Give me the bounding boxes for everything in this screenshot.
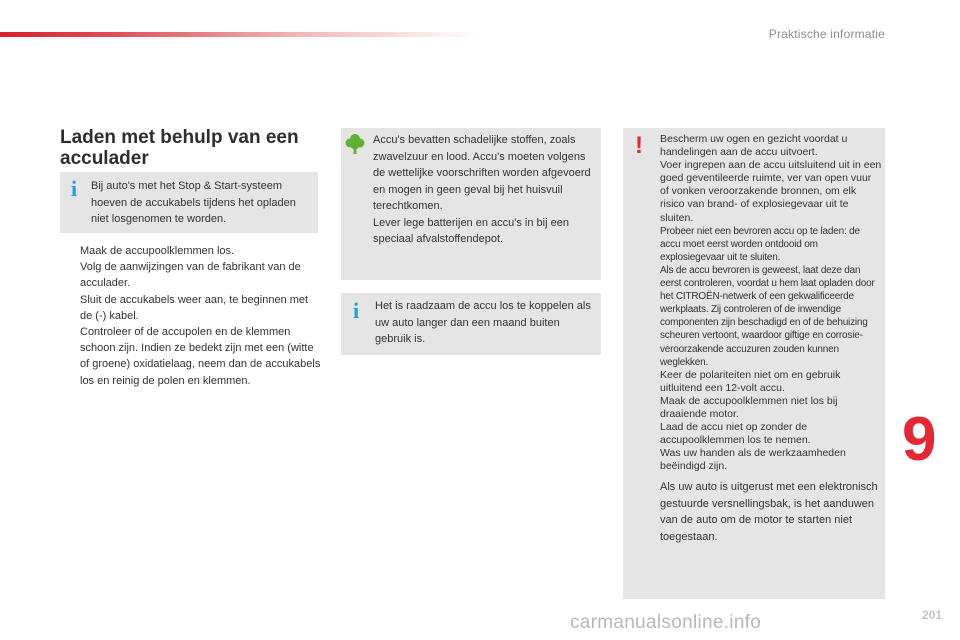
info-box-text: Bij auto's met het Stop & Start-systeem hoeven de accukabels tijdens het opladen niet losgenomen te worden. xyxy=(91,180,296,225)
info-box-stop-start xyxy=(60,172,318,233)
warning-icon: ! xyxy=(635,132,643,159)
warning-box xyxy=(623,128,885,599)
section-title: Praktische informatie xyxy=(768,27,885,41)
info-icon: i xyxy=(70,176,78,201)
environment-box xyxy=(341,128,601,280)
warning-text: Bescherm uw ogen en gezicht voordat u handelingen aan de accu uitvoert. Voer ingrepen aan de accu uitsluitend uit in een goed geventileerde ruimte, ver van open vuur of vonken veroorzakende bronnen, om elk risico van brand- of explosiegevaar uit te sluiten. Probeer niet een bevroren accu op te laden: de accu moet eerst worden ontdooid om explosiegevaar uit te sluiten. Als de accu bevroren is geweest, laat deze dan eerst controleren, voordat u hem laat opladen door het CITROËN-netwerk of een gekwalificeerde werkplaats. Zij controleren of de inwendige componenten zijn beschadigd en of de behuizing scheuren vertoont, waardoor giftige en corrosie-veroorzakende accuzuren zouden kunnen weglekken. Keer de polariteiten niet om en gebruik uitluitend een 12-volt accu. Maak de accupoolklemmen niet los bij draaiende motor. Laad de accu niet op zonder de accupoolklemmen los te nemen. Was uw handen als de werkzaamheden beëindigd zijn. Als uw auto is uitgerust met een elektronisch gestuurde versnellingsbak, is het aanduwen van de auto om de motor te starten niet toegestaan. xyxy=(660,133,882,545)
info-box-disconnect xyxy=(341,293,601,355)
info-icon: i xyxy=(352,298,360,323)
list-item: Maak de accupoolklemmen los. xyxy=(80,245,235,257)
warning-extra-note: Als uw auto is uitgerust met een elektronisch gestuurde versnellingsbak, is het aanduwen van de auto om de motor te starten niet toegestaan. xyxy=(660,481,878,543)
list-item: Sluit de accukabels weer aan, te beginnen met de (-) kabel. xyxy=(80,293,309,322)
header-accent-stripe xyxy=(0,32,480,37)
info-box-text: Het is raadzaam de accu los te koppelen als uw auto langer dan een maand buiten gebruik is. xyxy=(375,300,591,345)
tree-icon xyxy=(345,133,365,155)
page-title: Laden met behulp van een acculader xyxy=(60,127,299,169)
list-item: Volg de aanwijzingen van de fabrikant van de acculader. xyxy=(80,261,301,290)
steps-list xyxy=(61,243,323,389)
watermark: carmanualsonline.info xyxy=(570,612,762,633)
page-number: 201 xyxy=(921,608,942,622)
environment-text: Accu's bevatten schadelijke stoffen, zoals zwavelzuur en lood. Accu's moeten volgens de wettelijke voorschriften worden afgevoerd en mogen in geen geval bij het huisvuil terechtkomen. Lever lege batterijen en accu's in bij een speciaal afvalstoffendepot. xyxy=(373,134,591,245)
chapter-number: 9 xyxy=(902,405,937,474)
list-item: Controleer of de accupolen en de klemmen schoon zijn. Indien ze bedekt zijn met een (witte of groene) oxidatielaag, neem dan de accukabels los en reinig de polen en klemmen. xyxy=(80,326,321,387)
